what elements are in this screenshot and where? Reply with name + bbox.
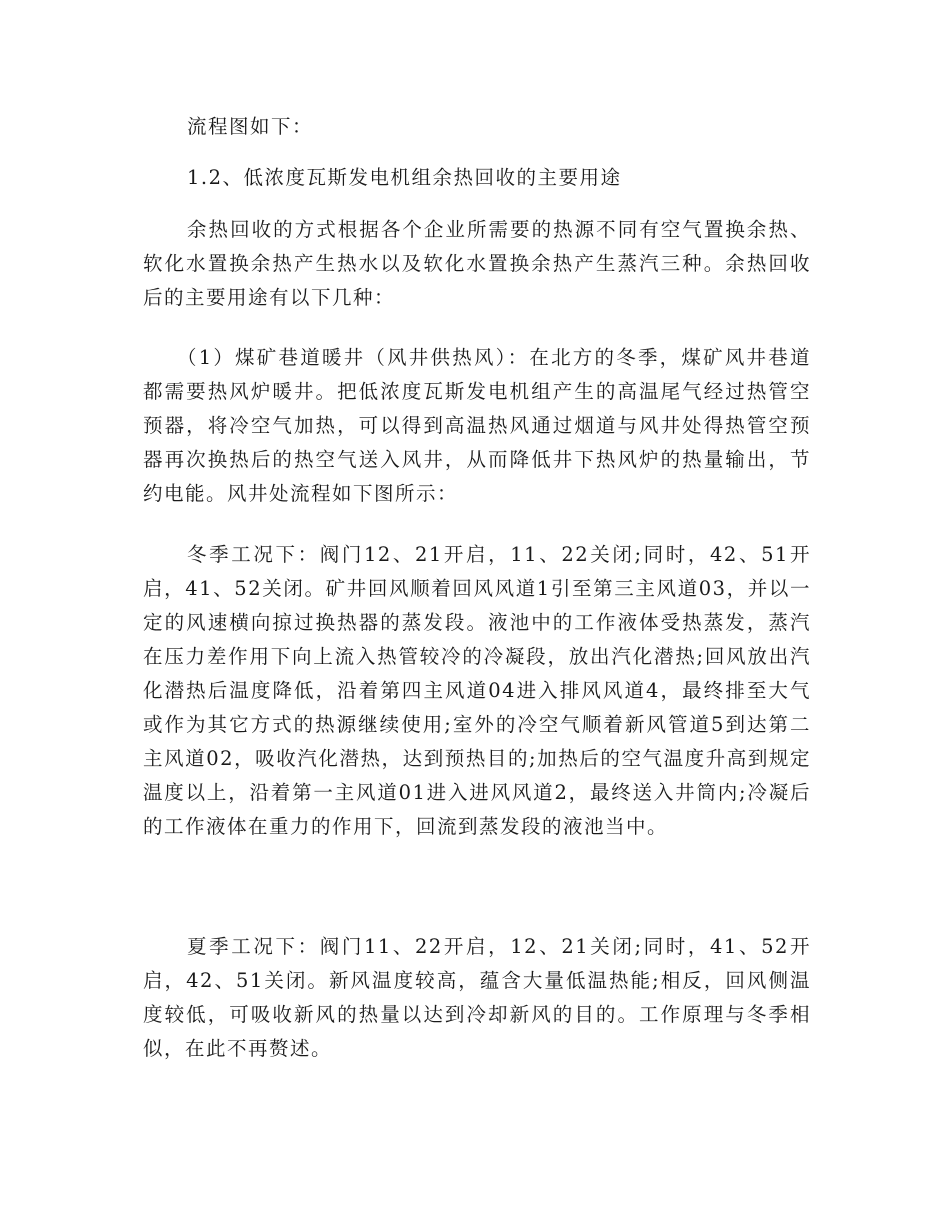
flowchart-intro-text: 流程图如下：	[187, 115, 314, 138]
paragraph-summer-conditions: 夏季工况下：阀门11、22开启，12、21关闭;同时，41、52开启，42、51关闭。新风温度较高，蕴含大量低温热能;相反，回风侧温度较低，可吸收新风的热量以达到冷却新风的目的。工作原理与冬季相似，在此不再赘述。	[143, 935, 811, 1060]
paragraph-mine-shaft-heating: （1）煤矿巷道暖井（风井供热风）：在北方的冬季，煤矿风井巷道都需要热风炉暖井。把低浓度瓦斯发电机组产生的高温尾气经过热管空预器，将冷空气加热，可以得到高温热风通过烟道与风井处得热管空预器再次换热后的热空气送入风井，从而降低井下热风炉的热量输出，节约电能。风井处流程如下图所示：	[143, 346, 811, 505]
paragraph-heat-recovery-methods: 余热回收的方式根据各个企业所需要的热源不同有空气置换余热、软化水置换余热产生热水以及软化水置换余热产生蒸汽三种。余热回收后的主要用途有以下几种：	[143, 218, 811, 309]
section-heading: 1.2、低浓度瓦斯发电机组余热回收的主要用途	[187, 166, 622, 189]
paragraph-winter-conditions: 冬季工况下：阀门12、21开启，11、22关闭;同时，42、51开启，41、52关闭。矿井回风顺着回风风道1引至第三主风道03，并以一定的风速横向掠过换热器的蒸发段。液池中的工作液体受热蒸发，蒸汽在压力差作用下向上流入热管较冷的冷凝段，放出汽化潜热;回风放出汽化潜热后温度降低，沿着第四主风道04进入排风风道4，最终排至大气或作为其它方式的热源继续使用;室外的冷空气顺着新风管道5到达第二主风道02，吸收汽化潜热，达到预热目的;加热后的空气温度升高到规定温度以上，沿着第一主风道01进入进风风道2，最终送入井筒内;冷凝后的工作液体在重力的作用下，回流到蒸发段的液池当中。	[143, 543, 811, 838]
